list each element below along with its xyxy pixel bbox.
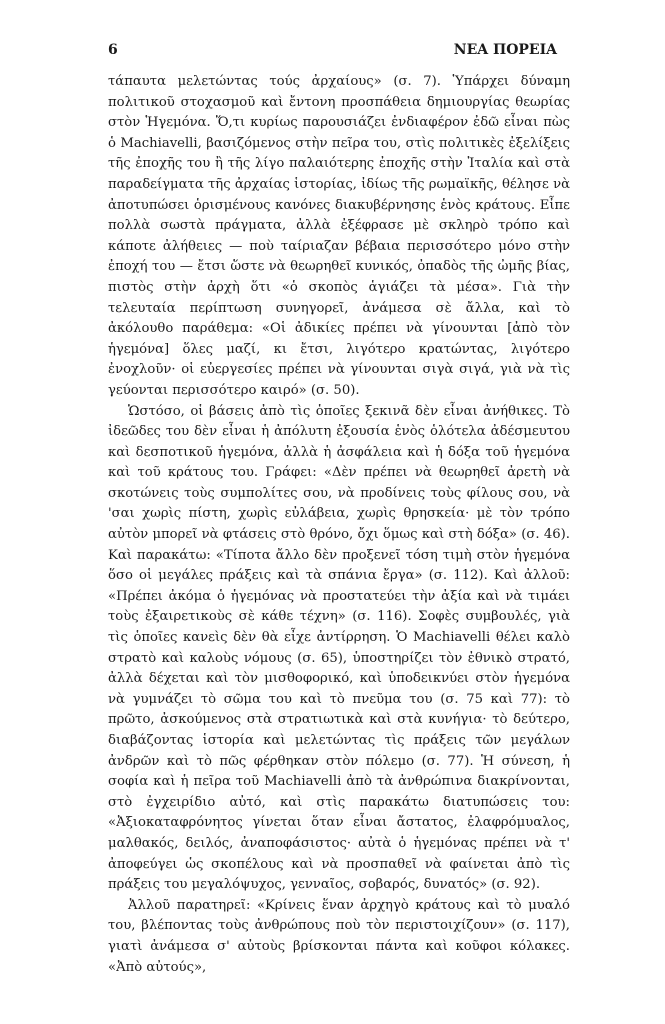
- paragraph-3: Ἀλλοῦ παρατηρεῖ: «Κρίνεις ἕναν ἀρχηγὸ κράτους καὶ τὸ μυαλό του, βλέποντας τοὺς ἀνθρώπους ποὺ τὸν περιστοιχίζουν» (σ. 117), γιατὶ ἀνάμεσα σ' αὐτοὺς βρίσκονται πάντα καὶ κοῦφοι κόλακες. «Ἀπὸ αὐτούς»,: [108, 897, 570, 975]
- paragraph-2: Ὡστόσο, οἱ βάσεις ἀπὸ τὶς ὁποῖες ξεκινᾶ δὲν εἶναι ἀνήθικες. Τὸ ἰδεῶδες του δὲν εἶναι ἡ ἀπόλυτη ἐξουσία ἑνὸς ὁλότελα ἀδέσμευτου καὶ δεσποτικοῦ ἡγεμόνα, ἀλλὰ ἡ ἀσφάλεια καὶ ἡ δόξα τοῦ ἡγεμόνα καὶ τοῦ κράτους του. Γράφει: «Δὲν πρέπει νὰ θεωρηθεῖ ἀρετὴ νὰ σκοτώνεις τοὺς συμπολίτες σου, νὰ προδίνεις τοὺς φίλους σου, νὰ 'σαι χωρὶς πίστη, χωρὶς εὐλάβεια, χωρὶς θρησκεία· μὲ τὸν τρόπο αὐτὸν μπορεῖ νὰ φτάσεις στὸ θρόνο, ὄχι ὅμως καὶ στὴ δόξα» (σ. 46). Καὶ παρακάτω: «Τίποτα ἄλλο δὲν προξενεῖ τόση τιμὴ στὸν ἡγεμόνα ὅσο οἱ μεγάλες πράξεις καὶ τὰ σπάνια ἔργα» (σ. 112). Καὶ ἀλλοῦ: «Πρέπει ἀκόμα ὁ ἡγεμόνας νὰ προστατεύει τὴν ἀξία καὶ νὰ τιμάει τοὺς ἐξαιρετικοὺς σὲ κάθε τέχνη» (σ. 116). Σοφὲς συμβουλές, γιὰ τὶς ὁποῖες κανεὶς δὲν θὰ εἶχε ἀντίρρηση. Ὁ Machiavelli θέλει καλὸ στρατὸ καὶ καλοὺς νόμους (σ. 65), ὑποστηρίζει τὸν ἐθνικὸ στρατό, ἀλλὰ δέχεται καὶ τὸν μισθοφορικό, καὶ ὑποδεικνύει στὸν ἡγεμόνα νὰ γυμνάζει τὸ σῶμα του καὶ τὸ πνεῦμα του (σ. 75 καὶ 77): τὸ πρῶτο, ἀσκούμενος στὰ στρατιωτικὰ καὶ στὰ κυνήγια· τὸ δεύτερο, διαβάζοντας ἱστορία καὶ μελετώντας τὶς πράξεις τῶν μεγάλων ἀνδρῶν καὶ τὸ πῶς φέρθηκαν στὸν πόλεμο (σ. 77). Ἡ σύνεση, ἡ σοφία καὶ ἡ πεῖρα τοῦ Machiavelli ἀπὸ τὰ ἀνθρώπινα διακρίνονται, στὸ ἐγχειρίδιο αὐτό, καὶ στὶς παρακάτω διατυπώσεις του: «Ἀξιοκαταφρόνητος γίνεται ὅταν εἶναι ἄστατος, ἐλαφρόμυαλος, μαλθακός, δειλός, ἀναποφάσιστος· αὐτὰ ὁ ἡγεμόνας πρέπει νὰ τ' ἀποφεύγει ὡς σκοπέλους καὶ νὰ προσπαθεῖ νὰ φαίνεται ἀπὸ τὶς πράξεις του μεγαλόψυχος, γενναῖος, σοβαρός, δυνατός» (σ. 92).: [108, 403, 570, 893]
- paragraph-1: τάπαυτα μελετώντας τούς ἀρχαίους» (σ. 7). Ὑπάρχει δύναμη πολιτικοῦ στοχασμοῦ καὶ ἔντονη προσπάθεια δημιουργίας θεωρίας στὸν Ἡγεμόνα. Ὅ,τι κυρίως παρουσιάζει ἐνδιαφέρον ἐδῶ εἶναι πὼς ὁ Machiavelli, βασιζόμενος στὴν πεῖρα του, στὶς πολιτικὲς ἐξελίξεις τῆς ἐποχῆς του ἢ τῆς λίγο παλαιότερης ἐποχῆς στὴν Ἰταλία καὶ στὰ παραδείγματα τῆς ἀρχαίας ἱστορίας, ἰδίως τῆς ρωμαϊκῆς, θέλησε νὰ ἀποτυπώσει ὁρισμένους κανόνες διακυβέρνησης ἑνὸς κράτους. Εἶπε πολλὰ σωστὰ πράγματα, ἀλλὰ ἐξέφρασε μὲ σκληρὸ τρόπο καὶ κάποτε ἀλήθειες — ποὺ ταίριαζαν βέβαια περισσότερο μόνο στὴν ἐποχή του — ἔτσι ὥστε νὰ θεωρηθεῖ κυνικός, ὀπαδὸς τῆς ὠμῆς βίας, πιστὸς στὴν ἀρχὴ ὅτι «ὁ σκοπὸς ἁγιάζει τὰ μέσα». Γιὰ τὴν τελευταία περίπτωση συνηγορεῖ, ἀνάμεσα σὲ ἄλλα, καὶ τὸ ἀκόλουθο παράθεμα: «Οἱ ἀδικίες πρέπει νὰ γίνουνται [ἀπὸ τὸν ἡγεμόνα] ὅλες μαζί, κι ἔτσι, λιγότερο κρατώντας, λιγότερο ἐνοχλοῦν· οἱ εὐεργεσίες πρέπει νὰ γίνουνται σιγὰ σιγά, γιὰ νὰ τὶς γεύονται περισσότερο καιρό» (σ. 50).: [108, 74, 570, 398]
- journal-title: ΝΕΑ ΠΟΡΕΙΑ: [453, 42, 557, 58]
- page-number: 6: [108, 42, 118, 58]
- body-text: [108, 72, 570, 978]
- page-header: [108, 42, 557, 58]
